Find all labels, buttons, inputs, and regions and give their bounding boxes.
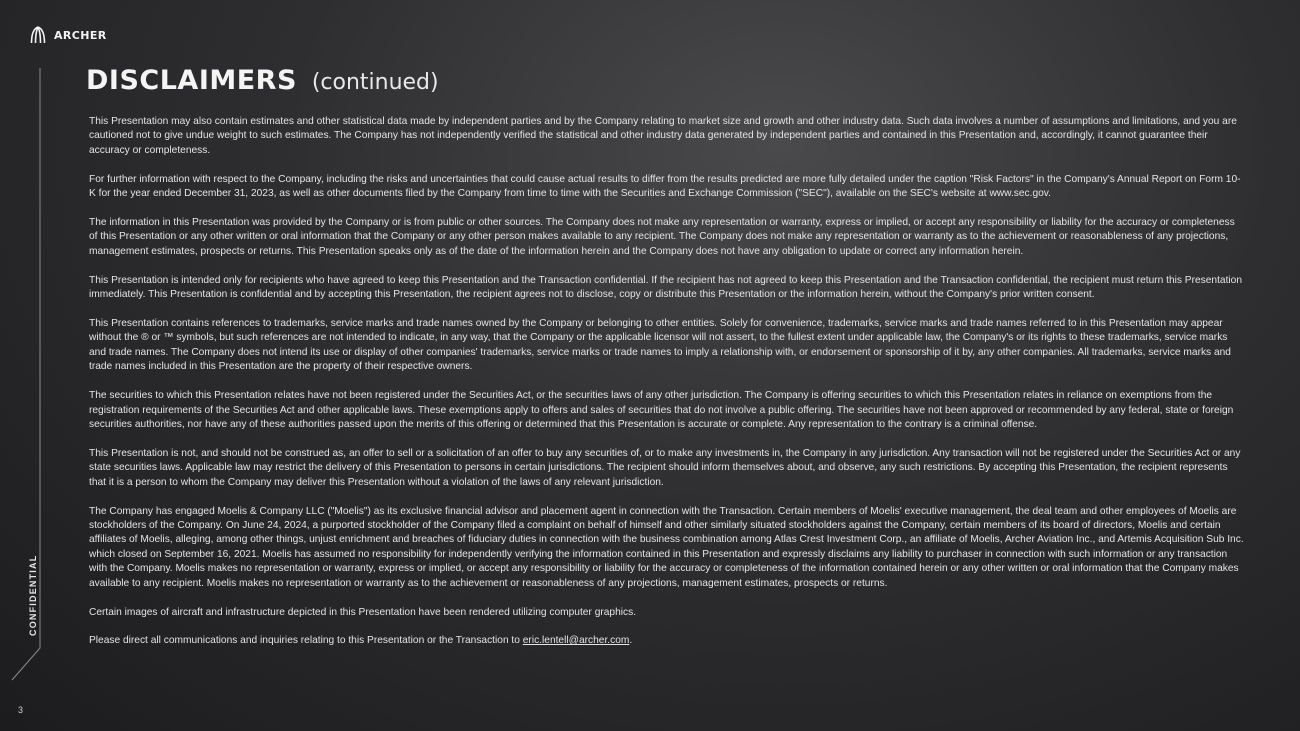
disclaimer-paragraph: This Presentation is intended only for recipients who have agreed to keep this Presentation and the Transaction confidential. If the recipient has not agreed to keep this Presentation and the Transaction confidential, the recipient must return this Presentation immediately. This Presentation is confidential and by accepting this Presentation, the recipient agrees not to disclose, copy or distribute this Presentation or the information herein, without the Company's prior written consent. (89, 274, 1243, 301)
disclaimer-paragraph: This Presentation may also contain estimates and other statistical data made by independent parties and by the Company relating to market size and growth and other industry data. Such data involves a number of assumptions and limitations, and you are cautioned not to give undue weight to such estimates. The Company has not independently verified the statistical and other industry data generated by independent parties and contained in this Presentation and, accordingly, it cannot guarantee their accuracy or completeness. (89, 116, 1237, 156)
contact-paragraph (89, 634, 1245, 648)
brand-name: ARCHER (54, 28, 107, 42)
disclaimer-paragraph: The Company has engaged Moelis & Company LLC ("Moelis") as its exclusive financial advisor and placement agent in connection with the Transaction. Certain members of Moelis' executive management, the deal team and other employees of Moelis are stockholders of the Company. On June 24, 2024, a purported stockholder of the Company filed a complaint on behalf of himself and other similarly situated stockholders against the Company, certain members of its board of directors, Moelis and certain affiliates of Moelis, alleging, among other things, unjust enrichment and breaches of fiduciary duties in connection with the business combination among Atlas Crest Investment Corp., an affiliate of Moelis, Archer Aviation Inc., and Artemis Acquisition Sub Inc. which closed on September 16, 2021. Moelis has assumed no responsibility for independently verifying the information contained in this Presentation and expressly disclaims any liability to purchaser in connection with such information or any transaction with the Company. Moelis makes no representation or warranty, express or implied, or accept any responsibility or liability for the accuracy or completeness of the information contained herein or any other written or oral information that the Company makes available to any recipient. Moelis makes no representation or warranty as to the achievement or reasonableness of any projections, management estimates, prospects or returns. (89, 505, 1244, 589)
title-subtitle: (continued) (311, 70, 439, 95)
disclaimer-paragraph: For further information with respect to the Company, including the risks and uncertainties that could cause actual results to differ from the results predicted are more fully detailed under the caption "Risk Factors" in the Company's Annual Report on Form 10-K for the year ended December 31, 2023, as well as other documents filed by the Company from time to time with the Securities and Exchange Commission ("SEC"), available on the SEC's website at www.sec.gov. (89, 173, 1241, 200)
contact-suffix: . (629, 635, 633, 647)
contact-prefix: Please direct all communications and inquiries relating to this Presentation or the Transaction to (89, 635, 523, 647)
disclaimer-paragraph: This Presentation contains references to trademarks, service marks and trade names owned by the Company or belonging to other entities. Solely for convenience, trademarks, service marks and trade names referred to in this Presentation may appear without the ® or ™ symbols, but such references are not intended to indicate, in any way, that the Company or the applicable licensor will not assert, to the fullest extent under applicable law, the Company's or its rights to these trademarks, service marks and trade names. The Company does not intend its use or display of other companies' trademarks, service marks or trade names to imply a relationship with, or endorsement or sponsorship of it by, any other companies. All trademarks, service marks and trade names included in this Presentation are the property of their respective owners. (89, 318, 1231, 373)
page-number: 3 (18, 705, 24, 715)
disclaimer-paragraph: Certain images of aircraft and infrastructure depicted in this Presentation have been rendered utilizing computer graphics. (89, 606, 637, 618)
page-title (86, 60, 439, 97)
brand-logo (30, 26, 107, 44)
disclaimer-paragraph: This Presentation is not, and should not be construed as, an offer to sell or a solicitation of an offer to buy any securities of, or to make any investments in, the Company in any jurisdiction. Any transaction will not be registered under the Securities Act or any state securities laws. Applicable law may restrict the delivery of this Presentation to persons in certain jurisdictions. The recipient should inform themselves about, and observe, any such restrictions. By accepting this Presentation, the recipient represents that it is a person to whom the Company may deliver this Presentation without a violation of the laws of any relevant jurisdiction. (89, 447, 1241, 488)
title-main: DISCLAIMERS (86, 65, 297, 96)
disclaimer-paragraph: The information in this Presentation was provided by the Company or is from public or other sources. The Company does not make any representation or warranty, express or implied, or accept any responsibility or liability for the accuracy or completeness of this Presentation or any other written or oral information that the Company or any other person makes available to any recipient. The Company does not make any representation or warranty as to the achievement or reasonableness of any projections, management estimates, prospects or returns. This Presentation speaks only as of the date of the information herein and the Company does not have any obligation to update or correct any information herein. (89, 217, 1235, 257)
archer-logo-icon (30, 26, 46, 44)
disclaimer-body (89, 115, 1245, 663)
confidential-label: CONFIDENTIAL (28, 554, 38, 636)
contact-email-link[interactable]: eric.lentell@archer.com (522, 635, 630, 647)
disclaimer-paragraph: The securities to which this Presentation relates have not been registered under the Securities Act, or the securities laws of any other jurisdiction. The Company is offering securities to which this Presentation relates in reliance on exemptions from the registration requirements of the Securities Act and other applicable laws. These exemptions apply to offers and sales of securities that do not involve a public offering. The securities have not been approved or recommended by any federal, state or foreign securities authorities, nor have any of these authorities passed upon the merits of this offering or determined that this Presentation is accurate or complete. Any representation to the contrary is a criminal offense. (89, 390, 1234, 430)
